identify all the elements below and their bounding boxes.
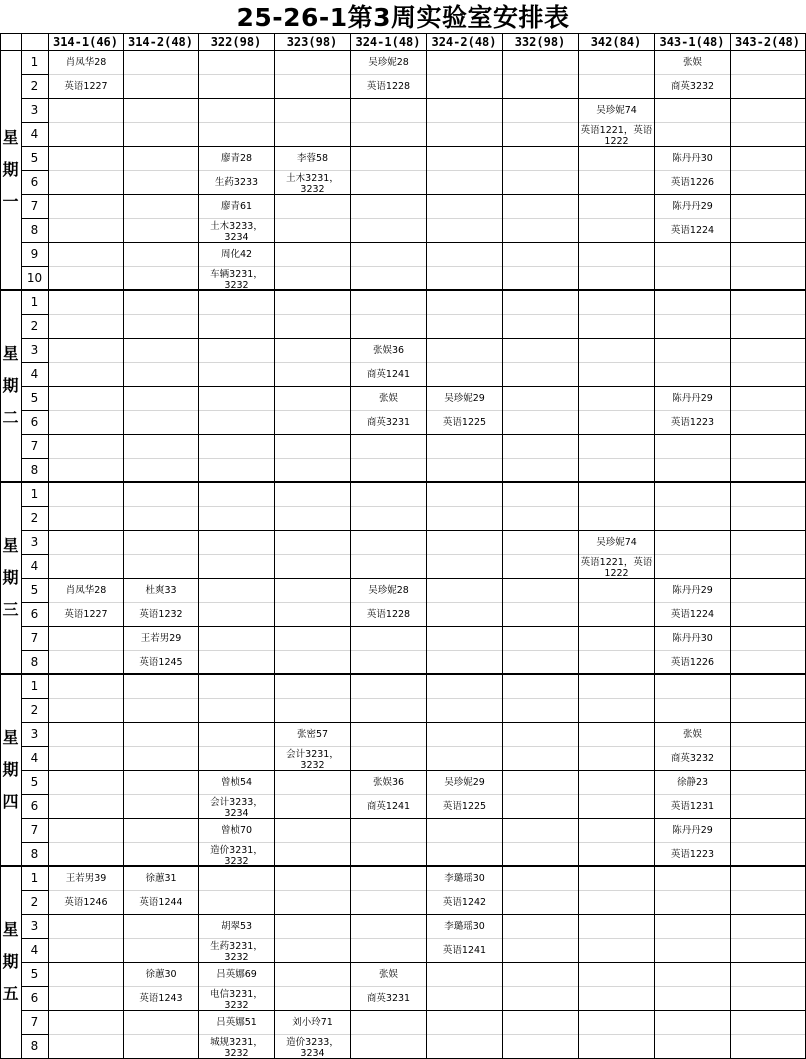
entry-text: 陈丹丹29	[672, 825, 713, 836]
entry-text: 英语1225	[442, 417, 487, 428]
period-number: 1	[30, 679, 39, 693]
entry-text: 曾桢54	[220, 777, 253, 788]
row-border	[21, 794, 48, 795]
period-number: 8	[30, 463, 39, 477]
header-top-border	[0, 33, 806, 34]
schedule-entry[interactable]	[655, 747, 730, 770]
schedule-title: 25-26-1第3周实验室安排表	[236, 3, 570, 32]
entry-text: 吴珍妮29	[444, 777, 485, 788]
schedule-entry[interactable]	[124, 963, 198, 986]
period-number: 10	[26, 271, 43, 285]
row-border	[21, 842, 48, 843]
schedule-entry[interactable]	[49, 891, 123, 914]
entry-text: 城规3231，3232	[210, 1037, 263, 1058]
column-border	[730, 33, 731, 1058]
schedule-entry[interactable]	[655, 219, 730, 242]
period-number: 9	[30, 247, 39, 261]
entry-text: 英语1224	[670, 225, 715, 236]
entry-text: 刘小玲71	[292, 1017, 333, 1028]
schedule-entry[interactable]	[124, 867, 198, 890]
entry-text: 胡翠53	[220, 921, 253, 932]
entry-text: 英语1231	[670, 801, 715, 812]
schedule-entry[interactable]	[124, 603, 198, 626]
period-number: 1	[30, 487, 39, 501]
schedule-entry[interactable]	[579, 99, 654, 122]
row-border	[21, 122, 48, 123]
schedule-entry[interactable]	[275, 147, 350, 170]
row-border	[21, 914, 48, 915]
period-number: 4	[30, 943, 39, 957]
schedule-entry[interactable]	[199, 795, 274, 818]
day-label-text: 星 期 三	[2, 536, 19, 619]
entry-text: 曾桢70	[220, 825, 253, 836]
entry-text: 英语1228	[366, 609, 411, 620]
schedule-entry[interactable]	[124, 579, 198, 602]
schedule-entry[interactable]	[199, 963, 274, 986]
entry-text: 英语1223	[670, 849, 715, 860]
schedule-entry[interactable]	[199, 243, 274, 266]
row-border	[21, 266, 48, 267]
row-border	[21, 746, 48, 747]
schedule-entry[interactable]	[579, 555, 654, 578]
period-number: 2	[30, 79, 39, 93]
entry-text: 陈丹丹29	[672, 393, 713, 404]
schedule-entry[interactable]	[351, 795, 426, 818]
schedule-entry[interactable]	[427, 867, 502, 890]
entry-text: 生药3233	[214, 177, 259, 188]
row-border	[21, 410, 48, 411]
entry-text: 徐蕙31	[145, 873, 177, 884]
row-border	[21, 602, 48, 603]
entry-text: 英语1223	[670, 417, 715, 428]
entry-text: 李璐瑶30	[444, 873, 485, 884]
row-border	[21, 458, 48, 459]
row-border	[21, 1034, 48, 1035]
schedule-entry[interactable]	[427, 915, 502, 938]
schedule-entry[interactable]	[351, 387, 426, 410]
entry-text: 李蓉58	[296, 153, 329, 164]
entry-text: 陈丹丹30	[672, 153, 713, 164]
entry-text: 英语1227	[64, 609, 108, 620]
schedule-entry[interactable]	[351, 771, 426, 794]
entry-text: 周化42	[220, 249, 253, 260]
entry-text: 肖凤华28	[65, 57, 107, 68]
entry-text: 张娱36	[372, 777, 405, 788]
schedule-entry[interactable]	[199, 843, 274, 866]
schedule-entry[interactable]	[655, 795, 730, 818]
schedule-entry[interactable]	[655, 51, 730, 74]
column-header: 324-1(48)	[355, 35, 421, 49]
entry-text: 英语1228	[366, 81, 411, 92]
schedule-entry[interactable]	[351, 603, 426, 626]
column-header: 324-2(48)	[431, 35, 497, 49]
row-border	[21, 98, 48, 99]
entry-text: 陈丹丹30	[672, 633, 713, 644]
schedule-entry[interactable]	[49, 603, 123, 626]
entry-text: 英语1243	[139, 993, 183, 1004]
entry-text: 车辆3231，3232	[210, 269, 263, 290]
entry-text: 造价3231，3232	[210, 845, 263, 866]
row-border	[21, 170, 48, 171]
row-border	[21, 722, 48, 723]
entry-text: 陈丹丹29	[672, 585, 713, 596]
entry-text: 张娱	[682, 57, 702, 68]
period-number: 4	[30, 751, 39, 765]
day-label-text: 星 期 五	[2, 920, 19, 1003]
schedule-entry[interactable]	[655, 387, 730, 410]
schedule-entry[interactable]	[199, 219, 274, 242]
schedule-entry[interactable]	[49, 51, 123, 74]
schedule-entry[interactable]	[427, 939, 502, 962]
entry-text: 张娱	[682, 729, 702, 740]
day-label-text: 星 期 一	[2, 128, 19, 211]
schedule-entry[interactable]	[655, 579, 730, 602]
period-number: 8	[30, 847, 39, 861]
row-border	[21, 770, 48, 771]
column-header: 322(98)	[210, 35, 262, 49]
column-header: 314-2(48)	[127, 35, 194, 49]
schedule-entry[interactable]	[655, 75, 730, 98]
schedule-entry[interactable]	[579, 123, 654, 146]
schedule-entry[interactable]	[655, 147, 730, 170]
schedule-entry[interactable]	[351, 75, 426, 98]
day-label	[0, 482, 21, 674]
schedule-entry[interactable]	[124, 651, 198, 674]
entry-text: 电信3231，3232	[210, 989, 263, 1010]
entry-text: 英语1224	[670, 609, 715, 620]
entry-text: 商英3232	[670, 753, 715, 764]
period-number: 1	[30, 871, 39, 885]
outer-left-border	[0, 33, 1, 1058]
entry-text: 张娱	[378, 393, 398, 404]
row-border	[21, 626, 48, 627]
schedule-entry[interactable]	[275, 171, 350, 194]
row-border	[21, 818, 48, 819]
column-border	[350, 33, 351, 1058]
entry-text: 英语1221，英语1222	[580, 125, 653, 146]
period-number: 8	[30, 655, 39, 669]
entry-text: 吴珍妮28	[368, 57, 409, 68]
schedule-entry[interactable]	[427, 411, 502, 434]
period-number: 2	[30, 895, 39, 909]
entry-text: 陈丹丹29	[672, 201, 713, 212]
schedule-entry[interactable]	[427, 771, 502, 794]
schedule-entry[interactable]	[124, 627, 198, 650]
schedule-entry[interactable]	[275, 1035, 350, 1058]
schedule-entry[interactable]	[49, 75, 123, 98]
schedule-entry[interactable]	[351, 51, 426, 74]
entry-text: 土木3231，3232	[286, 173, 339, 194]
period-number: 5	[30, 391, 39, 405]
schedule-entry[interactable]	[655, 603, 730, 626]
schedule-entry[interactable]	[427, 891, 502, 914]
period-number: 5	[30, 967, 39, 981]
entry-text: 英语1227	[64, 81, 108, 92]
day-column-border	[21, 33, 22, 1058]
row-border	[21, 242, 48, 243]
period-number: 4	[30, 127, 39, 141]
period-number: 7	[30, 823, 39, 837]
period-number: 1	[30, 295, 39, 309]
day-label-text: 星 期 二	[2, 344, 19, 427]
period-number: 8	[30, 223, 39, 237]
entry-text: 李璐瑶30	[444, 921, 485, 932]
entry-text: 商英3231	[366, 993, 411, 1004]
entry-text: 徐静23	[676, 777, 709, 788]
period-number: 2	[30, 703, 39, 717]
entry-text: 英语1226	[670, 177, 715, 188]
row-border	[21, 530, 48, 531]
entry-text: 英语1225	[442, 801, 487, 812]
schedule-entry[interactable]	[199, 771, 274, 794]
schedule-entry[interactable]	[49, 579, 123, 602]
schedule-entry[interactable]	[199, 915, 274, 938]
row-border	[21, 554, 48, 555]
schedule-entry[interactable]	[655, 171, 730, 194]
schedule-entry[interactable]	[351, 411, 426, 434]
entry-text: 肖凤华28	[65, 585, 107, 596]
schedule-entry[interactable]	[655, 843, 730, 866]
entry-text: 商英1241	[366, 801, 411, 812]
row-border	[21, 986, 48, 987]
row-border	[21, 650, 48, 651]
day-border	[0, 289, 806, 291]
period-number: 1	[30, 55, 39, 69]
period-number: 4	[30, 367, 39, 381]
schedule-entry[interactable]	[351, 579, 426, 602]
row-border	[21, 506, 48, 507]
entry-text: 吕英娜51	[216, 1017, 257, 1028]
entry-text: 王若男29	[140, 633, 182, 644]
entry-text: 张娱36	[372, 345, 405, 356]
schedule-entry[interactable]	[351, 339, 426, 362]
schedule-entry[interactable]	[427, 795, 502, 818]
day-label	[0, 866, 21, 1058]
entry-text: 英语1244	[139, 897, 183, 908]
schedule-entry[interactable]	[199, 1011, 274, 1034]
schedule-entry[interactable]	[579, 531, 654, 554]
schedule-entry[interactable]	[351, 963, 426, 986]
schedule-entry[interactable]	[655, 195, 730, 218]
entry-text: 张密57	[296, 729, 329, 740]
day-border	[0, 481, 806, 483]
period-number: 7	[30, 199, 39, 213]
schedule-entry[interactable]	[351, 987, 426, 1010]
column-header: 343-1(48)	[659, 35, 725, 49]
schedule-entry[interactable]	[655, 723, 730, 746]
entry-text: 英语1246	[64, 897, 108, 908]
period-number: 3	[30, 343, 39, 357]
row-border	[21, 338, 48, 339]
schedule-entry[interactable]	[275, 723, 350, 746]
day-label	[0, 674, 21, 866]
schedule-entry[interactable]	[275, 747, 350, 770]
period-number: 3	[30, 535, 39, 549]
period-number: 5	[30, 775, 39, 789]
period-number: 7	[30, 1015, 39, 1029]
entry-text: 会计3233，3234	[210, 797, 263, 818]
column-header: 332(98)	[514, 35, 566, 49]
schedule-entry[interactable]	[427, 387, 502, 410]
entry-text: 生药3231，3232	[210, 941, 263, 962]
period-number: 6	[30, 175, 39, 189]
entry-text: 商英3231	[366, 417, 411, 428]
schedule-entry[interactable]	[124, 891, 198, 914]
period-number: 5	[30, 151, 39, 165]
column-header: 323(98)	[286, 35, 338, 49]
entry-text: 吴珍妮29	[444, 393, 485, 404]
schedule-entry[interactable]	[199, 819, 274, 842]
schedule-entry[interactable]	[199, 267, 274, 290]
entry-text: 杜爽33	[145, 585, 177, 596]
schedule-entry[interactable]	[655, 771, 730, 794]
entry-text: 英语1232	[139, 609, 183, 620]
day-label	[0, 50, 21, 290]
period-number: 6	[30, 607, 39, 621]
entry-text: 吴珍妮74	[596, 105, 637, 116]
row-border	[21, 434, 48, 435]
entry-text: 徐蕙30	[145, 969, 177, 980]
entry-text: 廖青28	[220, 153, 253, 164]
schedule-entry[interactable]	[199, 195, 274, 218]
entry-text: 英语1226	[670, 657, 715, 668]
entry-text: 王若男39	[65, 873, 107, 884]
row-border	[21, 146, 48, 147]
schedule-entry[interactable]	[199, 1035, 274, 1058]
period-number: 6	[30, 799, 39, 813]
column-header: 343-2(48)	[734, 35, 801, 49]
row-border	[21, 578, 48, 579]
period-number: 2	[30, 319, 39, 333]
schedule-entry[interactable]	[655, 411, 730, 434]
schedule-entry[interactable]	[199, 987, 274, 1010]
entry-text: 商英1241	[366, 369, 411, 380]
schedule-entry[interactable]	[655, 651, 730, 674]
period-number: 6	[30, 415, 39, 429]
schedule-entry[interactable]	[199, 939, 274, 962]
entry-text: 英语1241	[442, 945, 487, 956]
row-border	[21, 890, 48, 891]
schedule-entry[interactable]	[351, 363, 426, 386]
entry-text: 造价3233，3234	[286, 1037, 339, 1058]
period-number: 5	[30, 583, 39, 597]
row-border	[21, 194, 48, 195]
entry-text: 英语1245	[139, 657, 183, 668]
row-border	[21, 938, 48, 939]
row-border	[21, 698, 48, 699]
schedule-entry[interactable]	[199, 147, 274, 170]
day-label-text: 星 期 四	[2, 728, 19, 811]
period-number: 7	[30, 631, 39, 645]
column-header: 314-1(46)	[52, 35, 119, 49]
period-number: 3	[30, 727, 39, 741]
row-border	[21, 362, 48, 363]
row-border	[21, 74, 48, 75]
period-number: 6	[30, 991, 39, 1005]
entry-text: 吴珍妮74	[596, 537, 637, 548]
entry-text: 吴珍妮28	[368, 585, 409, 596]
period-number: 3	[30, 919, 39, 933]
schedule-entry[interactable]	[49, 867, 123, 890]
row-border	[21, 962, 48, 963]
row-border	[21, 1010, 48, 1011]
schedule-entry[interactable]	[199, 171, 274, 194]
period-number: 4	[30, 559, 39, 573]
period-number: 8	[30, 1039, 39, 1053]
day-label	[0, 290, 21, 482]
column-header: 342(84)	[590, 35, 642, 49]
row-border	[21, 218, 48, 219]
row-border	[21, 314, 48, 315]
schedule-entry[interactable]	[655, 819, 730, 842]
entry-text: 会计3231，3232	[286, 749, 339, 770]
schedule-entry[interactable]	[655, 627, 730, 650]
entry-text: 吕英娜69	[216, 969, 257, 980]
schedule-entry[interactable]	[275, 1011, 350, 1034]
column-border	[502, 33, 503, 1058]
period-number: 3	[30, 103, 39, 117]
entry-text: 土木3233，3234	[210, 221, 263, 242]
entry-text: 英语1242	[442, 897, 487, 908]
entry-text: 商英3232	[670, 81, 715, 92]
period-number: 7	[30, 439, 39, 453]
schedule-entry[interactable]	[124, 987, 198, 1010]
entry-text: 英语1221，英语1222	[580, 557, 653, 578]
entry-text: 廖青61	[220, 201, 253, 212]
row-border	[21, 386, 48, 387]
entry-text: 张娱	[378, 969, 398, 980]
period-number: 2	[30, 511, 39, 525]
